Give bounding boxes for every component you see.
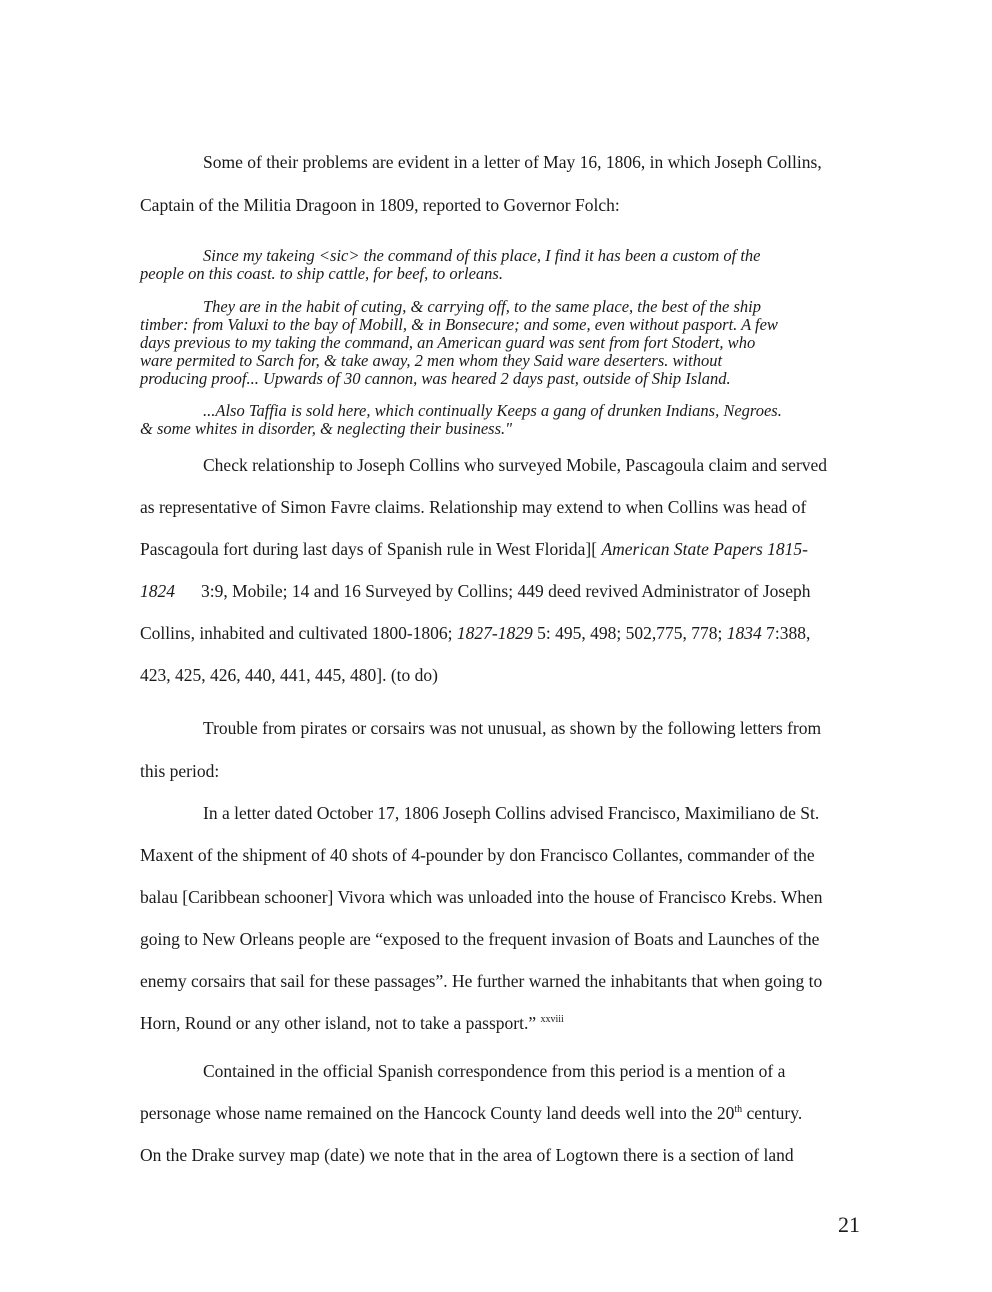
quote-block-2-line-4: ware permited to Sarch for, & take away, 2 men whom they Said ware deserters. without — [140, 351, 723, 370]
paragraph-5-line-2 — [140, 1103, 802, 1123]
quote-block-1-line-2: people on this coast. to ship cattle, for beef, to orleans. — [140, 264, 503, 283]
ordinal-superscript: th — [734, 1104, 743, 1116]
line-2-text: personage whose name remained on the Hancock County land deeds well into the 20 — [140, 1103, 735, 1123]
line-5-text-c: 7:388, — [761, 623, 811, 643]
line-2-end: century. — [742, 1103, 803, 1123]
line-3-text: Pascagoula fort during last days of Spanish rule in West Florida][ — [140, 539, 602, 559]
citation-years-1827-1829: 1827-1829 — [456, 623, 533, 643]
quote-block-1-line-1: Since my takeing <sic> the command of this place, I find it has been a custom of the — [203, 246, 761, 265]
paragraph-4-line-4: going to New Orleans people are “exposed to the frequent invasion of Boats and Launches of the — [140, 929, 820, 949]
line-5-text-b: 5: 495, 498; 502,775, 778; — [532, 623, 727, 643]
footnote-reference: xxviii — [540, 1014, 564, 1026]
paragraph-4-line-5: enemy corsairs that sail for these passages”. He further warned the inhabitants that when going to — [140, 971, 823, 991]
line-5-text-a: Collins, inhabited and cultivated 1800-1806; — [140, 623, 457, 643]
paragraph-2-line-3 — [140, 539, 808, 559]
quote-block-2-line-2: timber: from Valuxi to the bay of Mobill, & in Bonsecure; and some, even without pasport. A few — [140, 315, 778, 334]
line-6-text: Horn, Round or any other island, not to take a passport.” — [140, 1013, 537, 1033]
paragraph-4-line-6 — [140, 1013, 564, 1033]
citation-year-1834: 1834 — [726, 623, 762, 643]
paragraph-1-line-1: Some of their problems are evident in a letter of May 16, 1806, in which Joseph Collins, — [203, 152, 822, 172]
paragraph-5-line-3: On the Drake survey map (date) we note that in the area of Logtown there is a section of land — [140, 1145, 794, 1165]
paragraph-1-line-2: Captain of the Militia Dragoon in 1809, reported to Governor Folch: — [140, 195, 620, 215]
quote-block-3-line-2: & some whites in disorder, & neglecting their business." — [140, 419, 513, 438]
paragraph-2-line-1: Check relationship to Joseph Collins who surveyed Mobile, Pascagoula claim and served — [203, 455, 828, 475]
quote-block-3-line-1: ...Also Taffia is sold here, which continually Keeps a gang of drunken Indians, Negroes. — [203, 401, 782, 420]
quote-block-2-line-5: producing proof... Upwards of 30 cannon, was heared 2 days past, outside of Ship Island. — [140, 369, 731, 388]
quote-block-2-line-1: They are in the habit of cuting, & carrying off, to the same place, the best of the ship — [203, 297, 762, 316]
line-4-text: 3:9, Mobile; 14 and 16 Surveyed by Collins; 449 deed revived Administrator of Joseph — [201, 581, 811, 601]
paragraph-4-line-1: In a letter dated October 17, 1806 Joseph Collins advised Francisco, Maximiliano de St. — [203, 803, 820, 823]
citation-year-1824: 1824 — [140, 581, 175, 601]
paragraph-2-line-2: as representative of Simon Favre claims. Relationship may extend to when Collins was head of — [140, 497, 807, 517]
paragraph-2-line-4 — [140, 581, 811, 601]
paragraph-5-line-1: Contained in the official Spanish correspondence from this period is a mention of a — [203, 1061, 786, 1081]
paragraph-3-line-1: Trouble from pirates or corsairs was not unusual, as shown by the following letters from — [203, 718, 822, 738]
paragraph-2-line-6: 423, 425, 426, 440, 441, 445, 480]. (to do) — [140, 665, 438, 685]
quote-block-2-line-3: days previous to my taking the command, an American guard was sent from fort Stodert, who — [140, 333, 756, 352]
page-number: 21 — [838, 1212, 860, 1237]
citation-american-state-papers: American State Papers 1815- — [601, 539, 809, 559]
paragraph-4-line-2: Maxent of the shipment of 40 shots of 4-pounder by don Francisco Collantes, commander of the — [140, 845, 815, 865]
paragraph-3-line-2: this period: — [140, 761, 220, 781]
paragraph-4-line-3: balau [Caribbean schooner] Vivora which was unloaded into the house of Francisco Krebs. When — [140, 887, 823, 907]
paragraph-2-line-5 — [140, 623, 810, 643]
